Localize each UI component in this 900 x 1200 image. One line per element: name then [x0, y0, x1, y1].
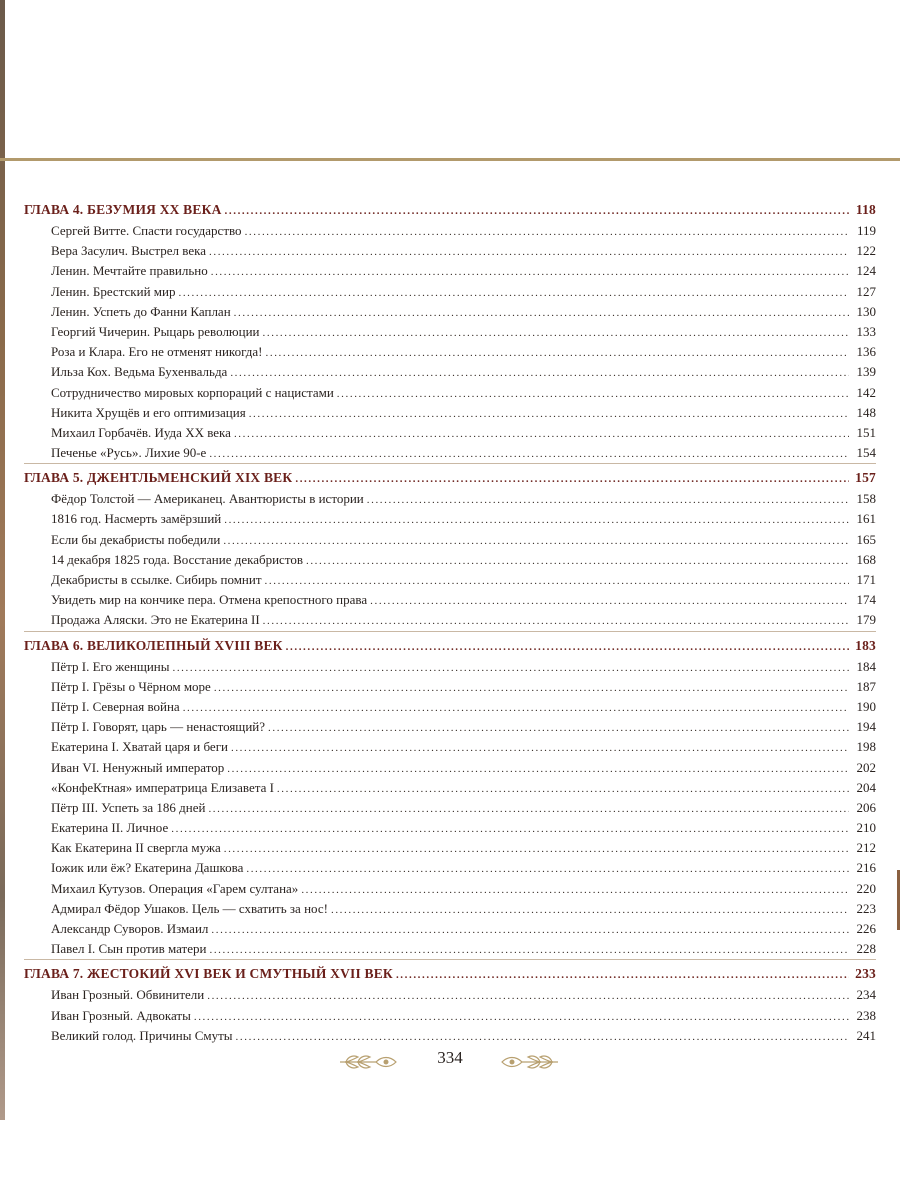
entry-page-number: 223	[856, 900, 876, 916]
toc-entry[interactable]	[24, 939, 876, 959]
toc-entry[interactable]	[24, 919, 876, 939]
entry-page-number: 148	[856, 404, 876, 420]
entry-page-number: 241	[856, 1027, 876, 1043]
entry-page-number: 204	[856, 779, 876, 795]
toc-entry[interactable]	[24, 489, 876, 509]
entry-title: Декабристы в ссылке. Сибирь помнит	[51, 572, 262, 587]
dot-leader	[224, 510, 849, 529]
toc-entry[interactable]	[24, 423, 876, 443]
dot-leader	[227, 759, 849, 778]
dot-leader	[266, 343, 850, 362]
page-footer	[0, 1045, 900, 1079]
toc-entry[interactable]	[24, 778, 876, 798]
entry-page-number: 119	[856, 223, 876, 238]
toc-entry[interactable]	[24, 858, 876, 878]
toc-entry[interactable]	[24, 383, 876, 403]
chapter-title: ГЛАВА 5. ДЖЕНТЛЬМЕНСКИЙ XIX ВЕК	[24, 470, 293, 486]
entry-page-number: 168	[856, 551, 876, 567]
entry-title: Сергей Витте. Спасти государство	[51, 223, 242, 238]
dot-leader	[236, 1027, 849, 1046]
dot-leader	[265, 571, 849, 590]
left-laurel-ornament-icon	[336, 1051, 400, 1073]
entry-title: Пётр I. Грёзы о Чёрном море	[51, 678, 211, 694]
toc-entry[interactable]	[24, 443, 876, 463]
dot-leader	[178, 283, 849, 302]
entry-page-number: 122	[856, 243, 876, 259]
chapter-section	[24, 959, 876, 1046]
dot-leader	[249, 404, 849, 423]
entry-page-number: 139	[856, 364, 876, 380]
right-laurel-ornament-icon	[498, 1051, 562, 1073]
header-rule	[0, 158, 900, 161]
dot-leader	[172, 658, 849, 677]
entry-title: Печенье «Русь». Лихие 90-е	[51, 445, 207, 461]
chapter-title: ГЛАВА 6. ВЕЛИКОЛЕПНЫЙ XVIII ВЕК	[24, 637, 283, 653]
dot-leader	[230, 363, 849, 382]
entry-title: Ленин. Мечтайте правильно	[51, 263, 208, 279]
toc-entry[interactable]	[24, 1006, 876, 1026]
entry-title: Пётр I. Северная война	[51, 698, 180, 714]
toc-entry[interactable]	[24, 342, 876, 362]
entry-page-number: 158	[856, 491, 876, 507]
entry-title: Роза и Клара. Его не отменят никогда!	[51, 344, 263, 360]
dot-leader	[171, 819, 849, 838]
dot-leader	[306, 551, 849, 570]
toc-entry[interactable]	[24, 717, 876, 737]
entry-page-number: 184	[856, 658, 876, 674]
entry-title: Фёдор Толстой — Американец. Авантюристы в истории	[51, 491, 364, 507]
dot-leader	[263, 611, 849, 630]
chapter-title: ГЛАВА 7. ЖЕСТОКИЙ XVI ВЕК И СМУТНЫЙ XVII ВЕК	[24, 966, 393, 982]
scan-edge-left	[0, 0, 5, 1120]
chapter-section	[24, 199, 876, 463]
entry-page-number: 133	[856, 323, 876, 339]
entry-page-number: 234	[856, 987, 876, 1003]
toc-entry[interactable]	[24, 261, 876, 281]
toc-entry[interactable]	[24, 610, 876, 630]
entry-page-number: 198	[856, 739, 876, 755]
entry-title: Продажа Аляски. Это не Екатерина II	[51, 612, 260, 628]
dot-leader	[211, 920, 849, 939]
toc-entry[interactable]	[24, 737, 876, 757]
toc-entry[interactable]	[24, 550, 876, 570]
dot-leader	[245, 222, 849, 241]
toc-entry[interactable]	[24, 798, 876, 818]
toc-entry[interactable]	[24, 657, 876, 677]
table-of-contents	[24, 199, 876, 1046]
entry-page-number: 206	[856, 799, 876, 815]
entry-title: Георгий Чичерин. Рыцарь революции	[51, 323, 260, 339]
entry-title: Увидеть мир на кончике пера. Отмена крепостного права	[51, 592, 368, 608]
entry-title: Пётр I. Говорят, царь — ненастоящий?	[51, 719, 265, 735]
entry-page-number: 136	[856, 344, 876, 360]
dot-leader	[225, 200, 849, 221]
entry-page-number: 190	[856, 698, 876, 714]
dot-leader	[367, 490, 849, 509]
dot-leader	[207, 986, 849, 1005]
entry-title: Екатерина II. Личное	[51, 820, 169, 836]
entry-title: Павел I. Сын против матери	[51, 941, 207, 957]
entry-page-number: 220	[856, 880, 876, 896]
dot-leader	[337, 384, 849, 403]
toc-entry[interactable]	[24, 677, 876, 697]
toc-entry[interactable]	[24, 899, 876, 919]
entry-page-number: 194	[856, 719, 876, 735]
entry-page-number: 187	[856, 678, 876, 694]
dot-leader	[370, 591, 849, 610]
dot-leader	[211, 262, 849, 281]
entry-page-number: 154	[856, 445, 876, 461]
chapter-page-number: 183	[855, 637, 876, 653]
chapter-section	[24, 463, 876, 630]
entry-title: Великий голод. Причины Смуты	[51, 1027, 233, 1043]
entry-page-number: 174	[856, 592, 876, 608]
dot-leader	[209, 940, 849, 959]
dot-leader	[231, 738, 849, 757]
entry-title: Иван Грозный. Адвокаты	[51, 1007, 191, 1023]
entry-title: Адмирал Фёдор Ушаков. Цель — схватить за нос!	[51, 900, 328, 916]
entry-page-number: 130	[856, 303, 876, 319]
chapter-page-number: 118	[855, 202, 876, 217]
entry-page-number: 226	[856, 921, 876, 936]
entry-page-number: 165	[856, 531, 876, 547]
entry-page-number: 142	[856, 384, 876, 400]
entry-title: Вера Засулич. Выстрел века	[51, 243, 206, 259]
entry-page-number: 127	[856, 283, 876, 299]
toc-entry[interactable]	[24, 530, 876, 550]
dot-leader	[209, 242, 849, 261]
toc-entry[interactable]	[24, 570, 876, 590]
entry-title: Никита Хрущёв и его оптимизация	[51, 404, 246, 420]
entry-title: Иван Грозный. Обвинители	[51, 987, 205, 1003]
entry-title: 14 декабря 1825 года. Восстание декабристов	[51, 551, 303, 567]
toc-entry[interactable]	[24, 241, 876, 261]
dot-leader	[301, 880, 849, 899]
entry-page-number: 238	[856, 1007, 876, 1023]
toc-entry[interactable]	[24, 590, 876, 610]
chapter-title: ГЛАВА 4. БЕЗУМИЯ XX ВЕКА	[24, 202, 222, 217]
toc-entry[interactable]	[24, 403, 876, 423]
chapter-section	[24, 631, 876, 960]
entry-title: Ильза Кох. Ведьма Бухенвальда	[51, 364, 228, 380]
dot-leader	[246, 859, 849, 878]
entry-title: Іожик или ёж? Екатерина Дашкова	[51, 860, 244, 876]
entry-page-number: 228	[856, 941, 876, 957]
entry-title: «КонфеКтная» императрица Елизавета I	[51, 779, 274, 795]
toc-entry[interactable]	[24, 697, 876, 717]
entry-page-number: 124	[856, 263, 876, 279]
dot-leader	[223, 531, 849, 550]
chapter-heading[interactable]	[24, 467, 876, 489]
entry-title: Ленин. Успеть до Фанни Каплан	[51, 303, 231, 319]
chapter-heading[interactable]	[24, 635, 876, 657]
entry-page-number: 151	[856, 424, 876, 440]
toc-entry[interactable]	[24, 221, 876, 241]
entry-title: Екатерина I. Хватай царя и беги	[51, 739, 228, 755]
dot-leader	[268, 718, 849, 737]
toc-entry[interactable]	[24, 758, 876, 778]
entry-page-number: 212	[856, 840, 876, 856]
entry-title: Михаил Кутузов. Операция «Гарем султана»	[51, 880, 299, 896]
toc-entry[interactable]	[24, 509, 876, 529]
toc-entry[interactable]	[24, 282, 876, 302]
toc-entry[interactable]	[24, 1026, 876, 1046]
entry-title: Пётр I. Его женщины	[51, 658, 170, 674]
entry-page-number: 161	[856, 511, 876, 527]
entry-title: Михаил Горбачёв. Иуда XX века	[51, 424, 231, 440]
dot-leader	[183, 698, 849, 717]
entry-title: Ленин. Брестский мир	[51, 283, 176, 299]
entry-title: Сотрудничество мировых корпораций с нацистами	[51, 384, 334, 400]
entry-title: Иван VI. Ненужный император	[51, 759, 225, 775]
entry-page-number: 202	[856, 759, 876, 775]
entry-title: Как Екатерина II свергла мужа	[51, 840, 221, 856]
toc-entry[interactable]	[24, 322, 876, 342]
dot-leader	[194, 1007, 849, 1026]
entry-title: Александр Суворов. Измаил	[51, 921, 209, 936]
chapter-page-number: 157	[855, 470, 876, 486]
dot-leader	[286, 636, 849, 657]
dot-leader	[209, 444, 849, 463]
dot-leader	[234, 303, 849, 322]
toc-entry[interactable]	[24, 302, 876, 322]
entry-page-number: 171	[856, 572, 876, 587]
dot-leader	[396, 964, 849, 985]
dot-leader	[263, 323, 849, 342]
dot-leader	[295, 468, 849, 489]
toc-entry[interactable]	[24, 879, 876, 899]
toc-entry[interactable]	[24, 362, 876, 382]
dot-leader	[234, 424, 849, 443]
toc-entry[interactable]	[24, 838, 876, 858]
entry-title: 1816 год. Насмерть замёрзший	[51, 511, 222, 527]
dot-leader	[224, 839, 849, 858]
entry-page-number: 179	[856, 612, 876, 628]
chapter-page-number: 233	[855, 966, 876, 982]
entry-title: Пётр III. Успеть за 186 дней	[51, 799, 206, 815]
page-number: 334	[437, 1048, 463, 1067]
toc-entry[interactable]	[24, 818, 876, 838]
chapter-heading[interactable]	[24, 199, 876, 221]
entry-page-number: 216	[856, 860, 876, 876]
chapter-heading[interactable]	[24, 963, 876, 985]
dot-leader	[331, 900, 849, 919]
toc-entry[interactable]	[24, 985, 876, 1005]
dot-leader	[277, 779, 849, 798]
dot-leader	[208, 799, 849, 818]
entry-page-number: 210	[856, 820, 876, 836]
entry-title: Если бы декабристы победили	[51, 531, 221, 547]
dot-leader	[214, 678, 849, 697]
